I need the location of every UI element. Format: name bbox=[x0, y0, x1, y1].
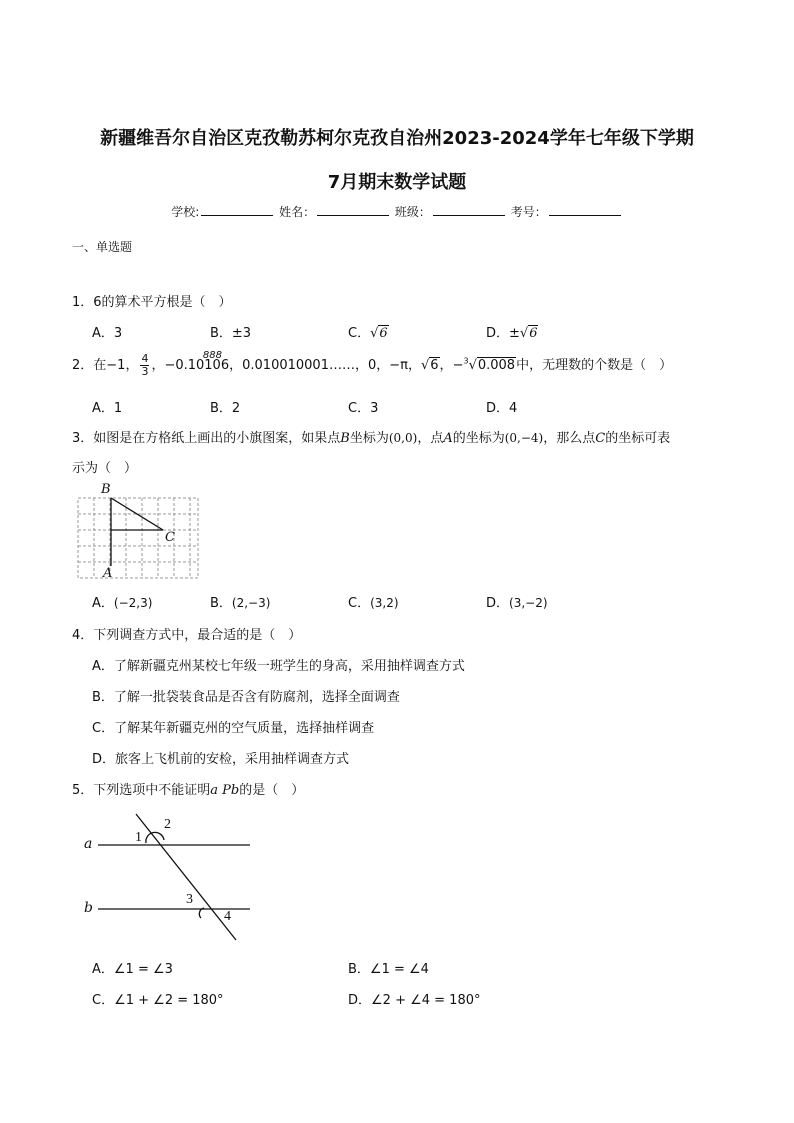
line-a-label: a bbox=[84, 836, 93, 852]
q2-option-b: B．2 bbox=[210, 401, 241, 416]
school-blank bbox=[201, 203, 273, 216]
grid-lines bbox=[78, 498, 198, 578]
q3-option-b: B．(2,−3) bbox=[210, 596, 271, 611]
q4-option-c: C．了解某年新疆克州的空气质量，选择抽样调查 bbox=[92, 721, 375, 736]
q1-option-d: D．±√6 bbox=[486, 326, 538, 341]
number-label: 考号： bbox=[510, 205, 547, 219]
q1-option-a: A．3 bbox=[92, 326, 123, 341]
q3-option-d: D．(3,−2) bbox=[486, 596, 548, 611]
q5-option-b: B．∠1 = ∠4 bbox=[348, 962, 429, 977]
angle-4-label: 4 bbox=[224, 909, 231, 924]
q3-option-c: C．(3,2) bbox=[348, 596, 399, 611]
q2-stem: 2．在−1， $\frac{4}{3}$ ，−0.1010 888 6，0.010010001……，0，−π，√6，−$^3$√0.008中，无理数的个数是（ ） bbox=[72, 350, 673, 378]
exam-title-line2: 7月期末数学试题 bbox=[327, 172, 467, 193]
q3-option-a: A．(−2,3) bbox=[92, 596, 153, 611]
q1-option-c: C．√6 bbox=[348, 326, 388, 341]
exam-title-line1: 新疆维吾尔自治区克孜勒苏柯尔克孜自治州2023-2024学年七年级下学期 bbox=[100, 128, 694, 149]
q2-option-c: C．3 bbox=[348, 401, 379, 416]
name-label: 姓名： bbox=[279, 205, 316, 219]
class-blank bbox=[433, 203, 505, 216]
angle-3-label: 3 bbox=[186, 892, 193, 907]
name-blank bbox=[317, 203, 389, 216]
label-point-b: B bbox=[101, 482, 111, 497]
school-label: 学校: bbox=[171, 205, 200, 219]
number-blank bbox=[549, 203, 621, 216]
label-point-a: A bbox=[103, 566, 113, 581]
q5-option-d: D．∠2 + ∠4 = 180° bbox=[348, 993, 481, 1008]
class-label: 班级： bbox=[394, 205, 431, 219]
q4-stem: 4．下列调查方式中，最合适的是（ ） bbox=[72, 628, 302, 643]
line-b-label: b bbox=[84, 900, 93, 916]
q4-option-b: B．了解一批袋装食品是否含有防腐剂，选择全面调查 bbox=[92, 690, 400, 705]
angle-2-label: 2 bbox=[164, 817, 171, 832]
q2-option-d: D．4 bbox=[486, 401, 518, 416]
q2-option-a: A．1 bbox=[92, 401, 123, 416]
q5-option-a: A．∠1 = ∠3 bbox=[92, 962, 173, 977]
q3-stem-line1: 3．如图是在方格纸上画出的小旗图案，如果点B坐标为(0,0)，点A的坐标为(0,−4)，那么点C的坐标可表 bbox=[72, 431, 671, 446]
q4-option-a: A．了解新疆克州某校七年级一班学生的身高，采用抽样调查方式 bbox=[92, 659, 465, 674]
student-info-row bbox=[0, 203, 794, 220]
flag-grid-figure bbox=[74, 482, 204, 582]
q5-stem: 5．下列选项中不能证明a Pb的是（ ） bbox=[72, 783, 305, 798]
q2-fraction: $\frac{4}{3}$ bbox=[141, 352, 149, 378]
q3-stem-line2: 示为（ ） bbox=[72, 461, 138, 476]
angle-1-label: 1 bbox=[135, 830, 142, 845]
q1-option-b: B．±3 bbox=[210, 326, 252, 341]
q4-option-d: D．旅客上飞机前的安检，采用抽样调查方式 bbox=[92, 752, 350, 767]
flag-shape bbox=[111, 498, 163, 566]
q1-stem: 1．6的算术平方根是（ ） bbox=[72, 295, 232, 310]
section-heading: 一、单选题 bbox=[72, 240, 133, 254]
q5-option-c: C．∠1 + ∠2 = 180° bbox=[92, 993, 224, 1008]
label-point-c: C bbox=[165, 530, 175, 545]
